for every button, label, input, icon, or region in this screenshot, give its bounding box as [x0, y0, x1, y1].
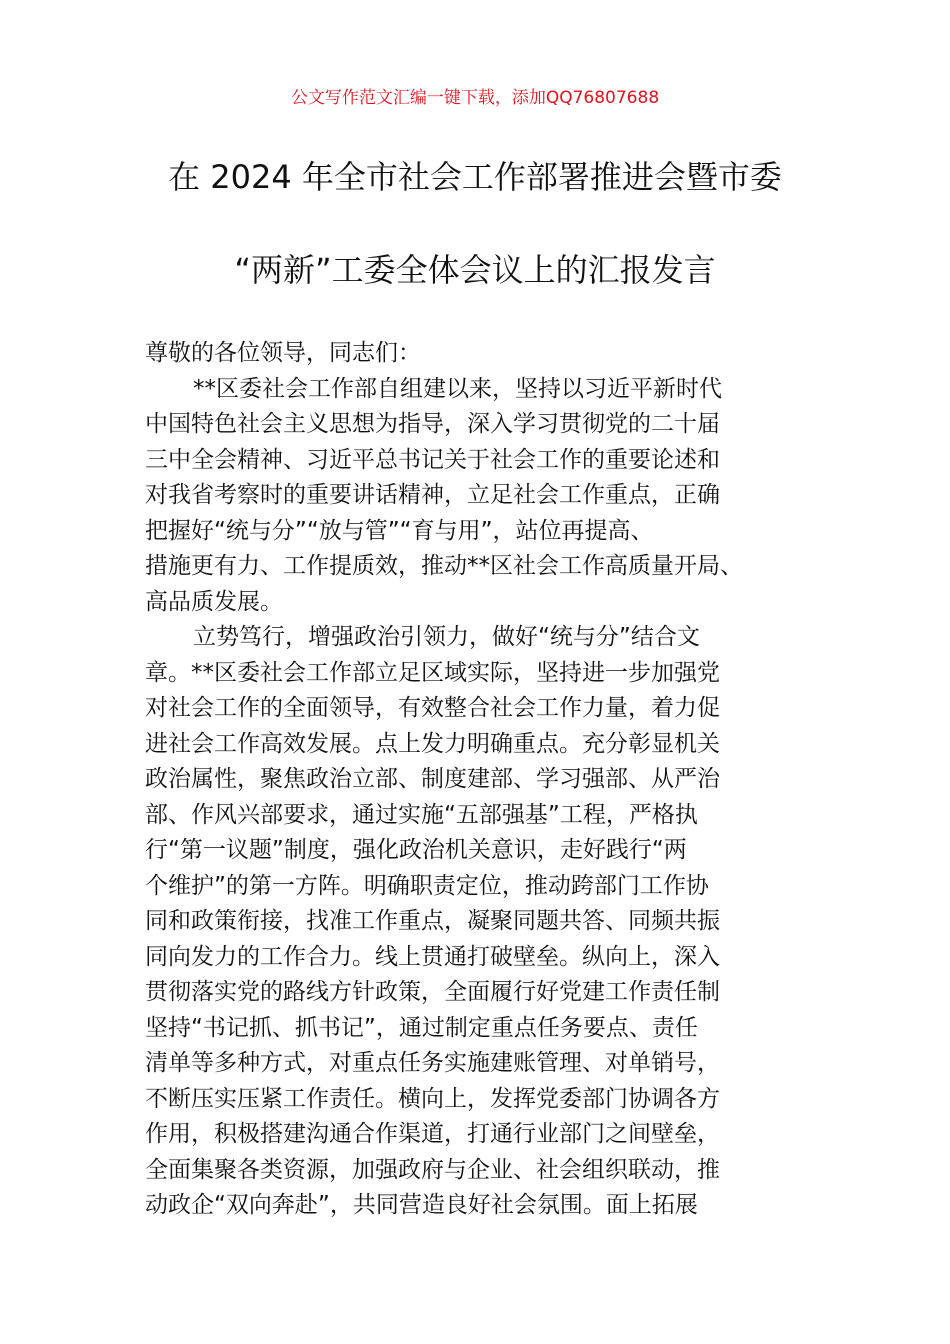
paragraph-line: 措施更有力、工作提质效，推动**区社会工作高质量开局、 [145, 553, 743, 579]
paragraph-line: 作用，积极搭建沟通合作渠道，打通行业部门之间壁垒， [145, 1121, 720, 1147]
paragraph-line: 对我省考察时的重要讲话精神，立足社会工作重点，正确 [145, 482, 720, 508]
salutation: 尊敬的各位领导，同志们： [145, 340, 421, 366]
paragraph-line: 立势笃行，增强政治引领力，做好“统与分”结合文 [193, 624, 700, 650]
paragraph-line: 不断压实压紧工作责任。横向上，发挥党委部门协调各方 [145, 1085, 720, 1112]
paragraph-line: 全面集聚各类资源，加强政府与企业、社会组织联动，推 [145, 1156, 720, 1183]
paragraph-line: 同和政策衔接，找准工作重点，凝聚同题共答、同频共振 [145, 908, 720, 934]
paragraph-line: 行“第一议题”制度，强化政治机关意识，走好践行“两 [145, 837, 687, 863]
paragraph-line: 政治属性，聚焦政治立部、制度建部、学习强部、从严治 [145, 766, 720, 792]
document-title-line-2: “两新”工委全体会议上的汇报发言 [234, 251, 716, 289]
paragraph-line: 把握好“统与分”“放与管”“育与用”，站位再提高、 [145, 517, 654, 544]
document-title-line-1: 在 2024 年全市社会工作部署推进会暨市委 [168, 158, 782, 196]
paragraph-line: 章。**区委社会工作部立足区域实际，坚持进一步加强党 [145, 659, 720, 686]
paragraph-line: 动政企“双向奔赴”，共同营造良好社会氛围。面上拓展 [145, 1192, 698, 1218]
paragraph-line: 个维护”的第一方阵。明确职责定位，推动跨部门工作协 [145, 872, 709, 899]
paragraph-line: 坚持“书记抓、抓书记”，通过制定重点任务要点、责任 [145, 1014, 698, 1041]
paragraph-line: 清单等多种方式，对重点任务实施建账管理、对单销号， [145, 1050, 720, 1076]
paragraph-1 [145, 372, 825, 621]
paragraph-line: 中国特色社会主义思想为指导，深入学习贯彻党的二十届 [145, 411, 720, 437]
document-body [145, 336, 825, 1224]
paragraph-line: 进社会工作高效发展。点上发力明确重点。充分彰显机关 [145, 730, 720, 757]
paragraph-line: 三中全会精神、习近平总书记关于社会工作的重要论述和 [145, 446, 720, 473]
paragraph-line: 部、作风兴部要求，通过实施“五部强基”工程，严格执 [145, 801, 698, 828]
paragraph-line: 同向发力的工作合力。线上贯通打破壁垒。纵向上，深入 [145, 943, 720, 970]
download-promo-note: 公文写作范文汇编一键下载，添加QQ76807688 [290, 88, 660, 108]
paragraph-line: 贯彻落实党的路线方针政策，全面履行好党建工作责任制 [145, 979, 720, 1005]
paragraph-line: 高品质发展。 [145, 588, 283, 615]
paragraph-line: **区委社会工作部自组建以来，坚持以习近平新时代 [193, 375, 722, 402]
paragraph-2 [145, 620, 825, 1224]
paragraph-line: 对社会工作的全面领导，有效整合社会工作力量，着力促 [145, 695, 720, 721]
